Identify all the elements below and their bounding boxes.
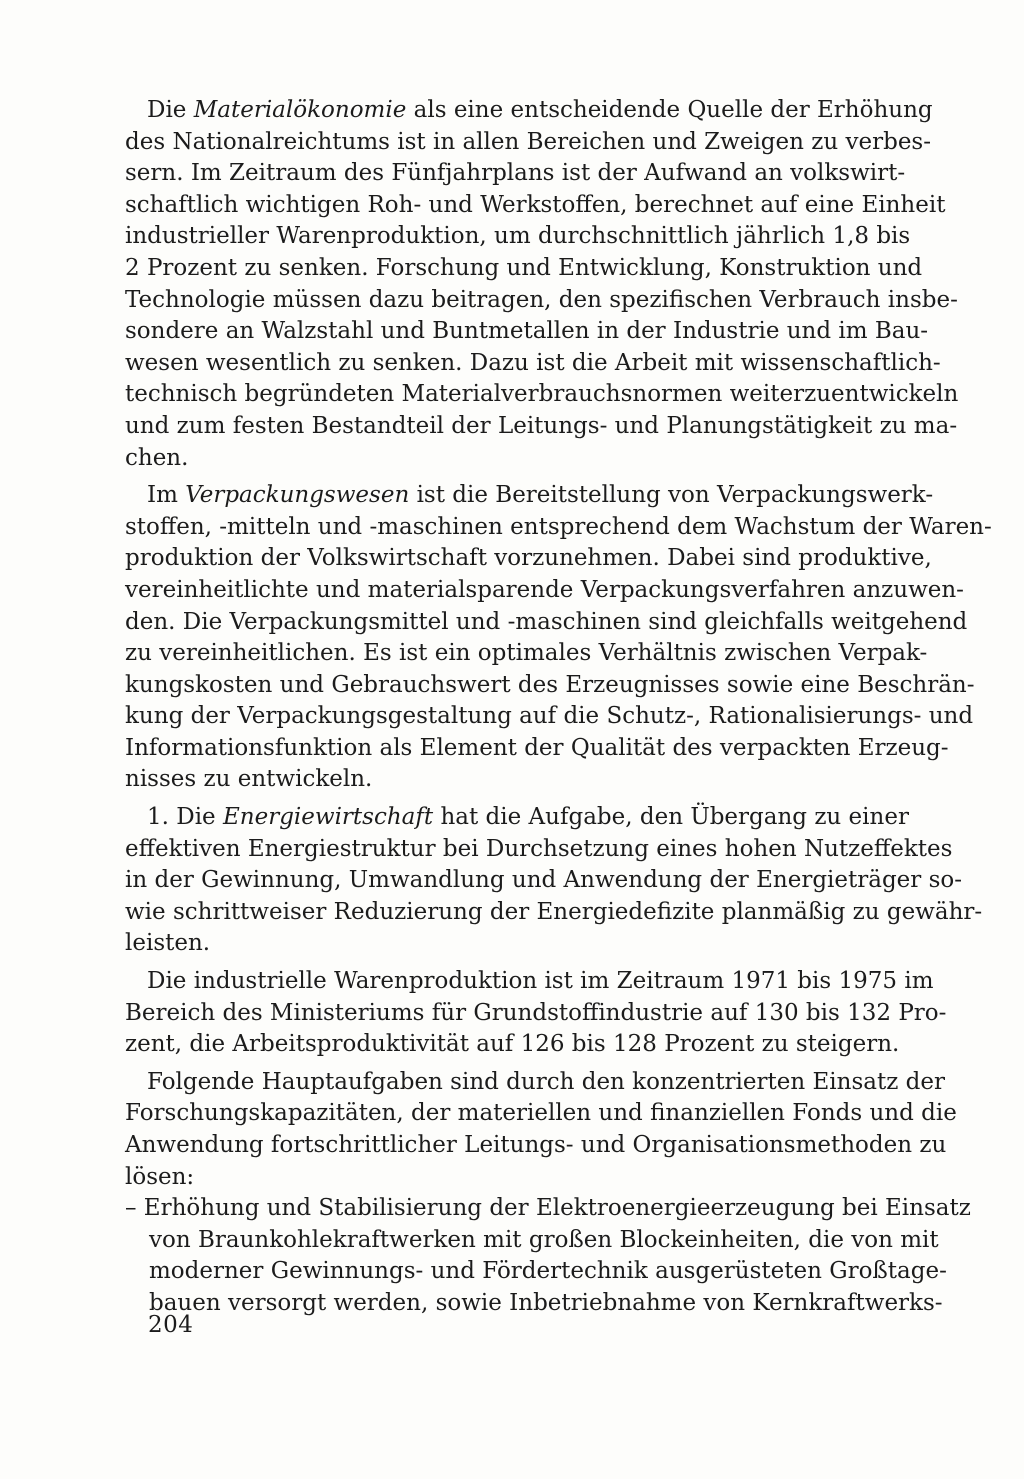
- text-line: 1. Die Energiewirtschaft hat die Aufgabe, den Übergang zu einer: [147, 804, 909, 831]
- text-line: und zum festen Bestandteil der Leitungs- und Planungstätigkeit zu ma-: [125, 412, 958, 439]
- text-line: – Erhöhung und Stabilisierung der Elektroenergieerzeugung bei Einsatz: [125, 1195, 971, 1222]
- text-line: Technologie müssen dazu beitragen, den spezifischen Verbrauch insbe-: [125, 286, 958, 313]
- text-line: zent, die Arbeitsproduktivität auf 126 bis 128 Prozent zu steigern.: [125, 1031, 900, 1058]
- paragraph-energiewirtschaft: [125, 802, 983, 960]
- text-line: 2 Prozent zu senken. Forschung und Entwicklung, Konstruktion und: [125, 254, 923, 281]
- text-line: sondere an Walzstahl und Buntmetallen in der Industrie und im Bau-: [125, 318, 929, 345]
- text-line: zu vereinheitlichen. Es ist ein optimales Verhältnis zwischen Verpak-: [125, 640, 928, 667]
- paragraph-hauptaufgaben: [125, 1067, 957, 1193]
- text-line: vereinheitlichte und materialsparende Verpackungsverfahren anzuwen-: [125, 576, 964, 603]
- paragraph-warenproduktion: [125, 966, 947, 1061]
- page-number: 204: [148, 1312, 194, 1338]
- text-line: effektiven Energiestruktur bei Durchsetzung eines hohen Nutzeffektes: [125, 835, 953, 862]
- paragraph-verpackungswesen: [125, 480, 992, 796]
- text-line: Folgende Hauptaufgaben sind durch den konzentrierten Einsatz der: [147, 1068, 945, 1095]
- emphasis-term: Energiewirtschaft: [222, 804, 434, 831]
- text-line: leisten.: [125, 930, 211, 957]
- text-line: Anwendung fortschrittlicher Leitungs- und Organisationsmethoden zu: [125, 1132, 947, 1158]
- text-line: sern. Im Zeitraum des Fünfjahrplans ist der Aufwand an volkswirt-: [125, 160, 906, 187]
- list-item: [125, 1193, 971, 1319]
- text-line: technisch begründeten Materialverbrauchsnormen weiterzuentwickeln: [125, 381, 959, 408]
- text-line: Die Materialökonomie als eine entscheidende Quelle der Erhöhung: [147, 97, 933, 123]
- text-line: kung der Verpackungsgestaltung auf die Schutz-, Rationalisierungs- und: [125, 703, 974, 730]
- text-line: nisses zu entwickeln.: [125, 766, 373, 793]
- text-line: chen.: [125, 444, 189, 471]
- text-line: schaftlich wichtigen Roh- und Werkstoffen, berechnet auf eine Einheit: [125, 191, 946, 218]
- text-line: Im Verpackungswesen ist die Bereitstellung von Verpackungswerk-: [147, 482, 934, 509]
- text-line: industrieller Warenproduktion, um durchschnittlich jährlich 1,8 bis: [125, 223, 911, 250]
- emphasis-term: Materialökonomie: [193, 97, 407, 123]
- text-line: stoffen, -mitteln und -maschinen entsprechend dem Wachstum der Waren-: [125, 513, 992, 540]
- text-line: des Nationalreichtums ist in allen Bereichen und Zweigen zu verbes-: [125, 128, 932, 155]
- body-text: [125, 95, 992, 1320]
- text-line: Informationsfunktion als Element der Qualität des verpackten Erzeug-: [125, 734, 949, 761]
- text-line: wie schrittweiser Reduzierung der Energiedefizite planmäßig zu gewähr-: [125, 898, 983, 925]
- text-line: bauen versorgt werden, sowie Inbetriebnahme von Kernkraftwerks-: [149, 1289, 943, 1316]
- text-line: produktion der Volkswirtschaft vorzunehmen. Dabei sind produktive,: [125, 545, 932, 572]
- text-line: moderner Gewinnungs- und Fördertechnik ausgerüsteten Großtage-: [149, 1258, 947, 1285]
- paragraph-materialoekonomie: [125, 95, 959, 474]
- text-line: Die industrielle Warenproduktion ist im Zeitraum 1971 bis 1975 im: [147, 968, 934, 995]
- text-line: Forschungskapazitäten, der materiellen und finanziellen Fonds und die: [125, 1100, 957, 1127]
- emphasis-term: Verpackungswesen: [185, 482, 410, 509]
- text-line: in der Gewinnung, Umwandlung und Anwendung der Energieträger so-: [125, 867, 963, 894]
- text-line: lösen:: [125, 1163, 195, 1190]
- text-line: den. Die Verpackungsmittel und -maschinen sind gleichfalls weitgehend: [125, 608, 968, 635]
- text-line: wesen wesentlich zu senken. Dazu ist die Arbeit mit wissenschaftlich-: [125, 349, 941, 376]
- text-line: kungskosten und Gebrauchswert des Erzeugnisses sowie eine Beschrän-: [125, 671, 975, 698]
- text-line: Bereich des Ministeriums für Grundstoffindustrie auf 130 bis 132 Pro-: [125, 999, 947, 1026]
- text-line: von Braunkohlekraftwerken mit großen Blockeinheiten, die von mit: [149, 1226, 939, 1253]
